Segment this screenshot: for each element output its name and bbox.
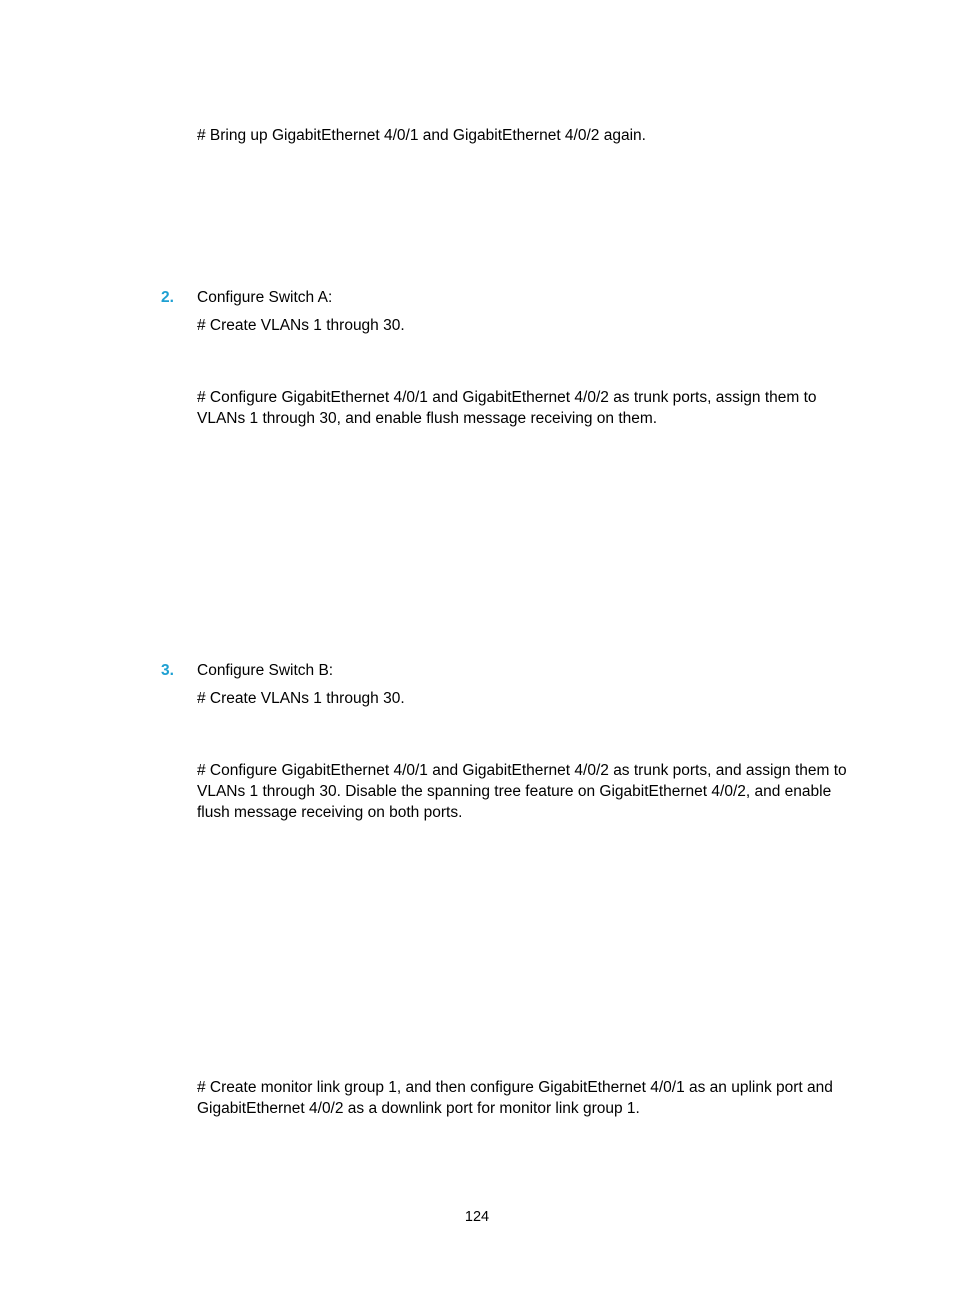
- bring-up-ports-text: # Bring up GigabitEthernet 4/0/1 and GigabitEthernet 4/0/2 again.: [197, 127, 646, 144]
- step-3-trunk-config-text: # Configure GigabitEthernet 4/0/1 and GigabitEthernet 4/0/2 as trunk ports, and assign them to VLANs 1 through 30. Disable the spanning tree feature on GigabitEthernet 4/0/2, and enable flush message receiving on both ports.: [197, 762, 847, 821]
- step-3-monitor-link-text: # Create monitor link group 1, and then configure GigabitEthernet 4/0/1 as an uplink port and GigabitEthernet 4/0/2 as a downlink port for monitor link group 1.: [197, 1079, 833, 1117]
- step-3-title: Configure Switch B:: [197, 662, 334, 679]
- step-3-create-vlans-text: # Create VLANs 1 through 30.: [197, 690, 405, 707]
- step-2-trunk-config-text: # Configure GigabitEthernet 4/0/1 and GigabitEthernet 4/0/2 as trunk ports, assign them to VLANs 1 through 30, and enable flush message receiving on them.: [197, 389, 817, 427]
- page-number: 124: [464, 1209, 490, 1225]
- step-2-number: 2.: [161, 289, 174, 306]
- step-2-title: Configure Switch A:: [197, 289, 333, 306]
- step-3-number: 3.: [161, 662, 174, 679]
- step-2-create-vlans-text: # Create VLANs 1 through 30.: [197, 317, 405, 334]
